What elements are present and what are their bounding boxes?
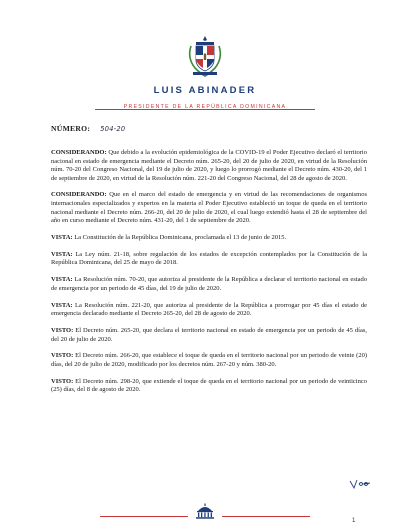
paragraph-text: El Decreto núm. 265-20, que declara el territorio nacional en estado de emergencia por un periodo de 45 días, del 20 de julio de 2020. [51,326,367,343]
paragraph-visto-1 [51,327,367,344]
footer-divider-left [100,516,188,517]
paragraph-text: La Resolución núm. 221-20, que autoriza al presidente de la República a prorrogar por 45 días el estado de emergencia declarado mediante el Decreto 265-20, del 28 de agosto de 2020. [51,301,367,318]
paragraph-keyword: VISTA: [51,276,73,284]
decree-number-label: NÚMERO: [51,124,91,133]
paragraph-considerando-1 [51,149,367,183]
paragraph-text: El Decreto núm. 298-20, que extiende el toque de queda en el territorio nacional por un periodo de veinticinco (25) días, del 8 de agosto de 2020. [51,377,367,394]
paragraph-vista-3 [51,276,367,293]
paragraph-text: La Constitución de la República Dominicana, proclamada el 13 de junio de 2015. [72,233,287,241]
paragraph-keyword: VISTO: [51,326,74,334]
handwritten-initials [349,478,371,490]
decree-number-line [51,124,125,133]
coat-of-arms-icon [185,34,225,78]
paragraph-text: El Decreto núm. 266-20, que establece el toque de queda en el territorio nacional por un periodo de veinte (20) días, del 20 de julio de 2020, modificado por los decretos núm. 267-20 y núm. 380-20. [51,352,367,368]
paragraph-vista-4 [51,302,367,319]
president-title: PRESIDENTE DE LA REPÚBLICA DOMINICANA [123,104,287,110]
decree-body [51,149,367,403]
paragraph-keyword: VISTA: [51,233,73,241]
footer-divider-right [222,516,310,517]
paragraph-visto-3 [51,378,367,395]
paragraph-keyword: VISTA: [51,250,73,258]
paragraph-text: Que debido a la evolución epidemiológica de la COVID-19 el Poder Ejecutivo declaró el territorio nacional en estado de emergencia mediante el Decreto núm. 265-20, del 20 de julio de 2020, en virtud de la Resolución núm. 70-20 del Congreso Nacional, del 19 de julio de 2020, y luego lo prorrogó mediante el Decreto núm. 430-20, del 1 de septiembre de 2020, en virtud de la Resolución núm. 221-20 del Congreso Nacional, del 28 de agosto de 2020. [51,149,367,182]
paragraph-keyword: VISTA: [51,301,73,309]
government-building-icon [194,503,216,519]
page-number: 1 [352,518,356,524]
paragraph-text: La Resolución núm. 70-20, que autoriza al presidente de la República a declarar el territorio nacional en estado de emergencia por un periodo de 45 días, del 19 de julio de 2020. [51,276,367,292]
paragraph-vista-1 [51,234,367,243]
paragraph-keyword: CONSIDERANDO: [51,191,107,199]
paragraph-vista-2 [51,251,367,268]
paragraph-keyword: VISTO: [51,352,74,360]
president-name: LUIS ABINADER [153,85,257,96]
paragraph-text: La Ley núm. 21-18, sobre regulación de los estados de excepción contemplados por la Constitución de la República Dominicana, del 25 de mayo de 2018. [51,250,367,267]
decree-number-value: 504-20 [100,125,126,133]
paragraph-keyword: VISTO: [51,377,74,385]
paragraph-text: Que en el marco del estado de emergencia y en virtud de las recomendaciones de organismos internacionales especializados y expertos en la materia el Poder Ejecutivo estableció un toque de queda en el territorio nacional mediante el Decreto núm. 266-20, del 20 de julio de 2020, el cual luego extendió hasta el 28 de septiembre del año en curso mediante el Decreto núm. 431-20, del 1 de septiembre de 2020. [51,191,367,225]
paragraph-keyword: CONSIDERANDO: [51,149,107,156]
paragraph-considerando-2 [51,191,367,225]
paragraph-visto-2 [51,352,367,369]
